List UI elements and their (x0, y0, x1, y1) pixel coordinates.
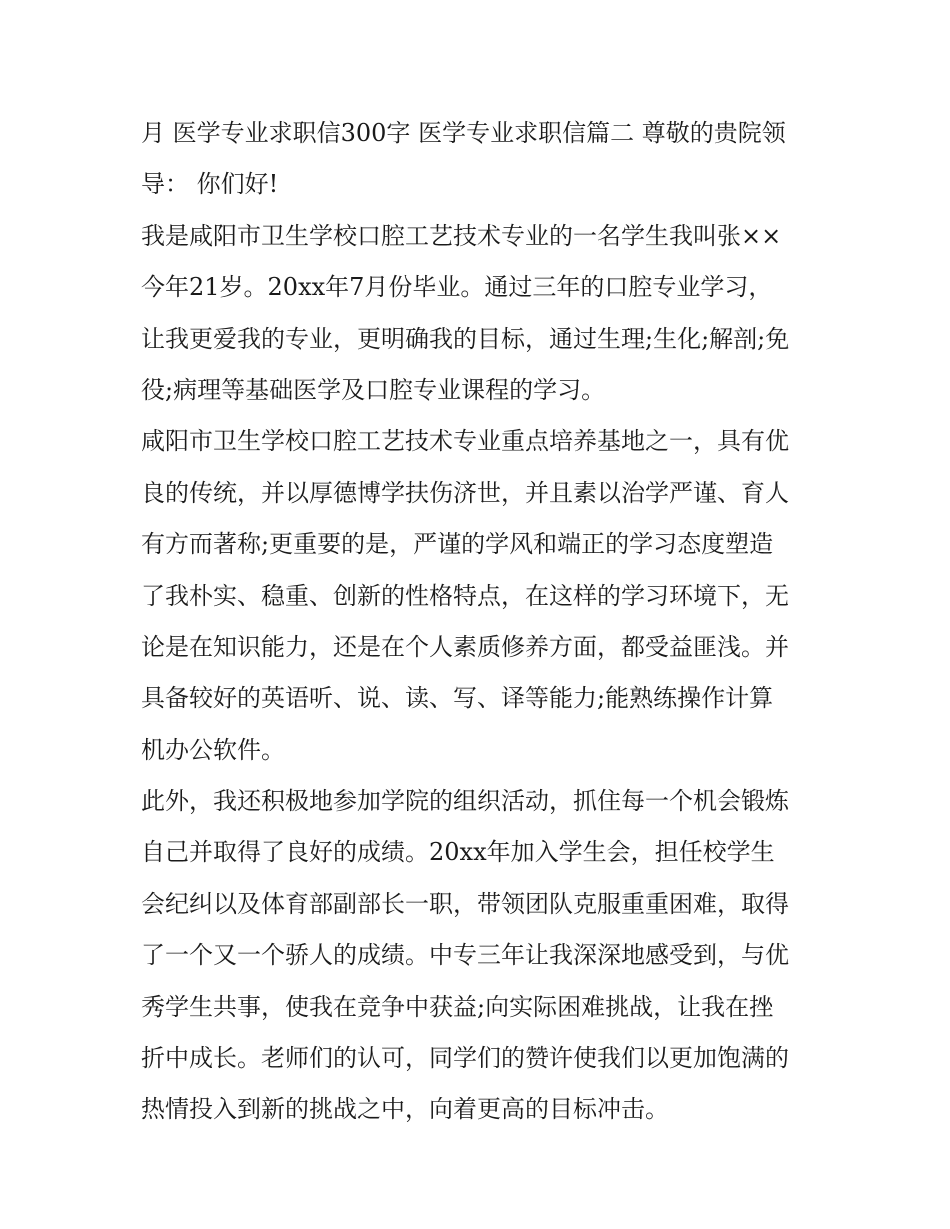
text-line: 役;病理等基础医学及口腔专业课程的学习。 (141, 375, 606, 404)
text-line: 让我更爱我的专业，更明确我的目标，通过生理;生化;解剖;免 (141, 324, 790, 353)
text-line: 有方而著称;更重要的是，严谨的学风和端正的学习态度塑造 (141, 530, 774, 559)
text-line: 月 医学专业求职信300字 医学专业求职信篇二 尊敬的贵院领 (141, 119, 786, 147)
text-line: 折中成长。老师们的认可，同学们的赞许使我们以更加饱满的 (141, 1044, 789, 1073)
text-line: 我是咸阳市卫生学校口腔工艺技术专业的一名学生我叫张×× (141, 221, 782, 250)
text-line: 了我朴实、稳重、创新的性格特点，在这样的学习环境下，无 (141, 581, 789, 610)
text-line: 导： 你们好! (141, 170, 279, 199)
text-line: 自己并取得了良好的成绩。20xx年加入学生会，担任校学生 (141, 838, 775, 867)
text-line: 论是在知识能力，还是在个人素质修养方面，都受益匪浅。并 (141, 632, 789, 661)
text-line: 具备较好的英语听、说、读、写、译等能力;能熟练操作计算 (141, 684, 774, 713)
text-line: 良的传统，并以厚德博学扶伤济世，并且素以治学严谨、育人 (141, 478, 789, 507)
text-line: 今年21岁。20xx年7月份毕业。通过三年的口腔专业学习， (141, 273, 773, 302)
text-line: 会纪纠以及体育部副部长一职，带领团队克服重重困难，取得 (141, 889, 789, 918)
text-line: 咸阳市卫生学校口腔工艺技术专业重点培养基地之一，具有优 (141, 427, 789, 456)
letter-body (141, 108, 821, 1136)
text-line: 此外，我还积极地参加学院的组织活动，抓住每一个机会锻炼 (141, 787, 789, 816)
text-line: 秀学生共事，使我在竞争中获益;向实际困难挑战，让我在挫 (141, 992, 774, 1021)
text-line: 了一个又一个骄人的成绩。中专三年让我深深地感受到，与优 (141, 941, 789, 970)
text-line: 热情投入到新的挑战之中，向着更高的目标冲击。 (141, 1095, 669, 1124)
text-line: 机办公软件。 (141, 735, 285, 764)
